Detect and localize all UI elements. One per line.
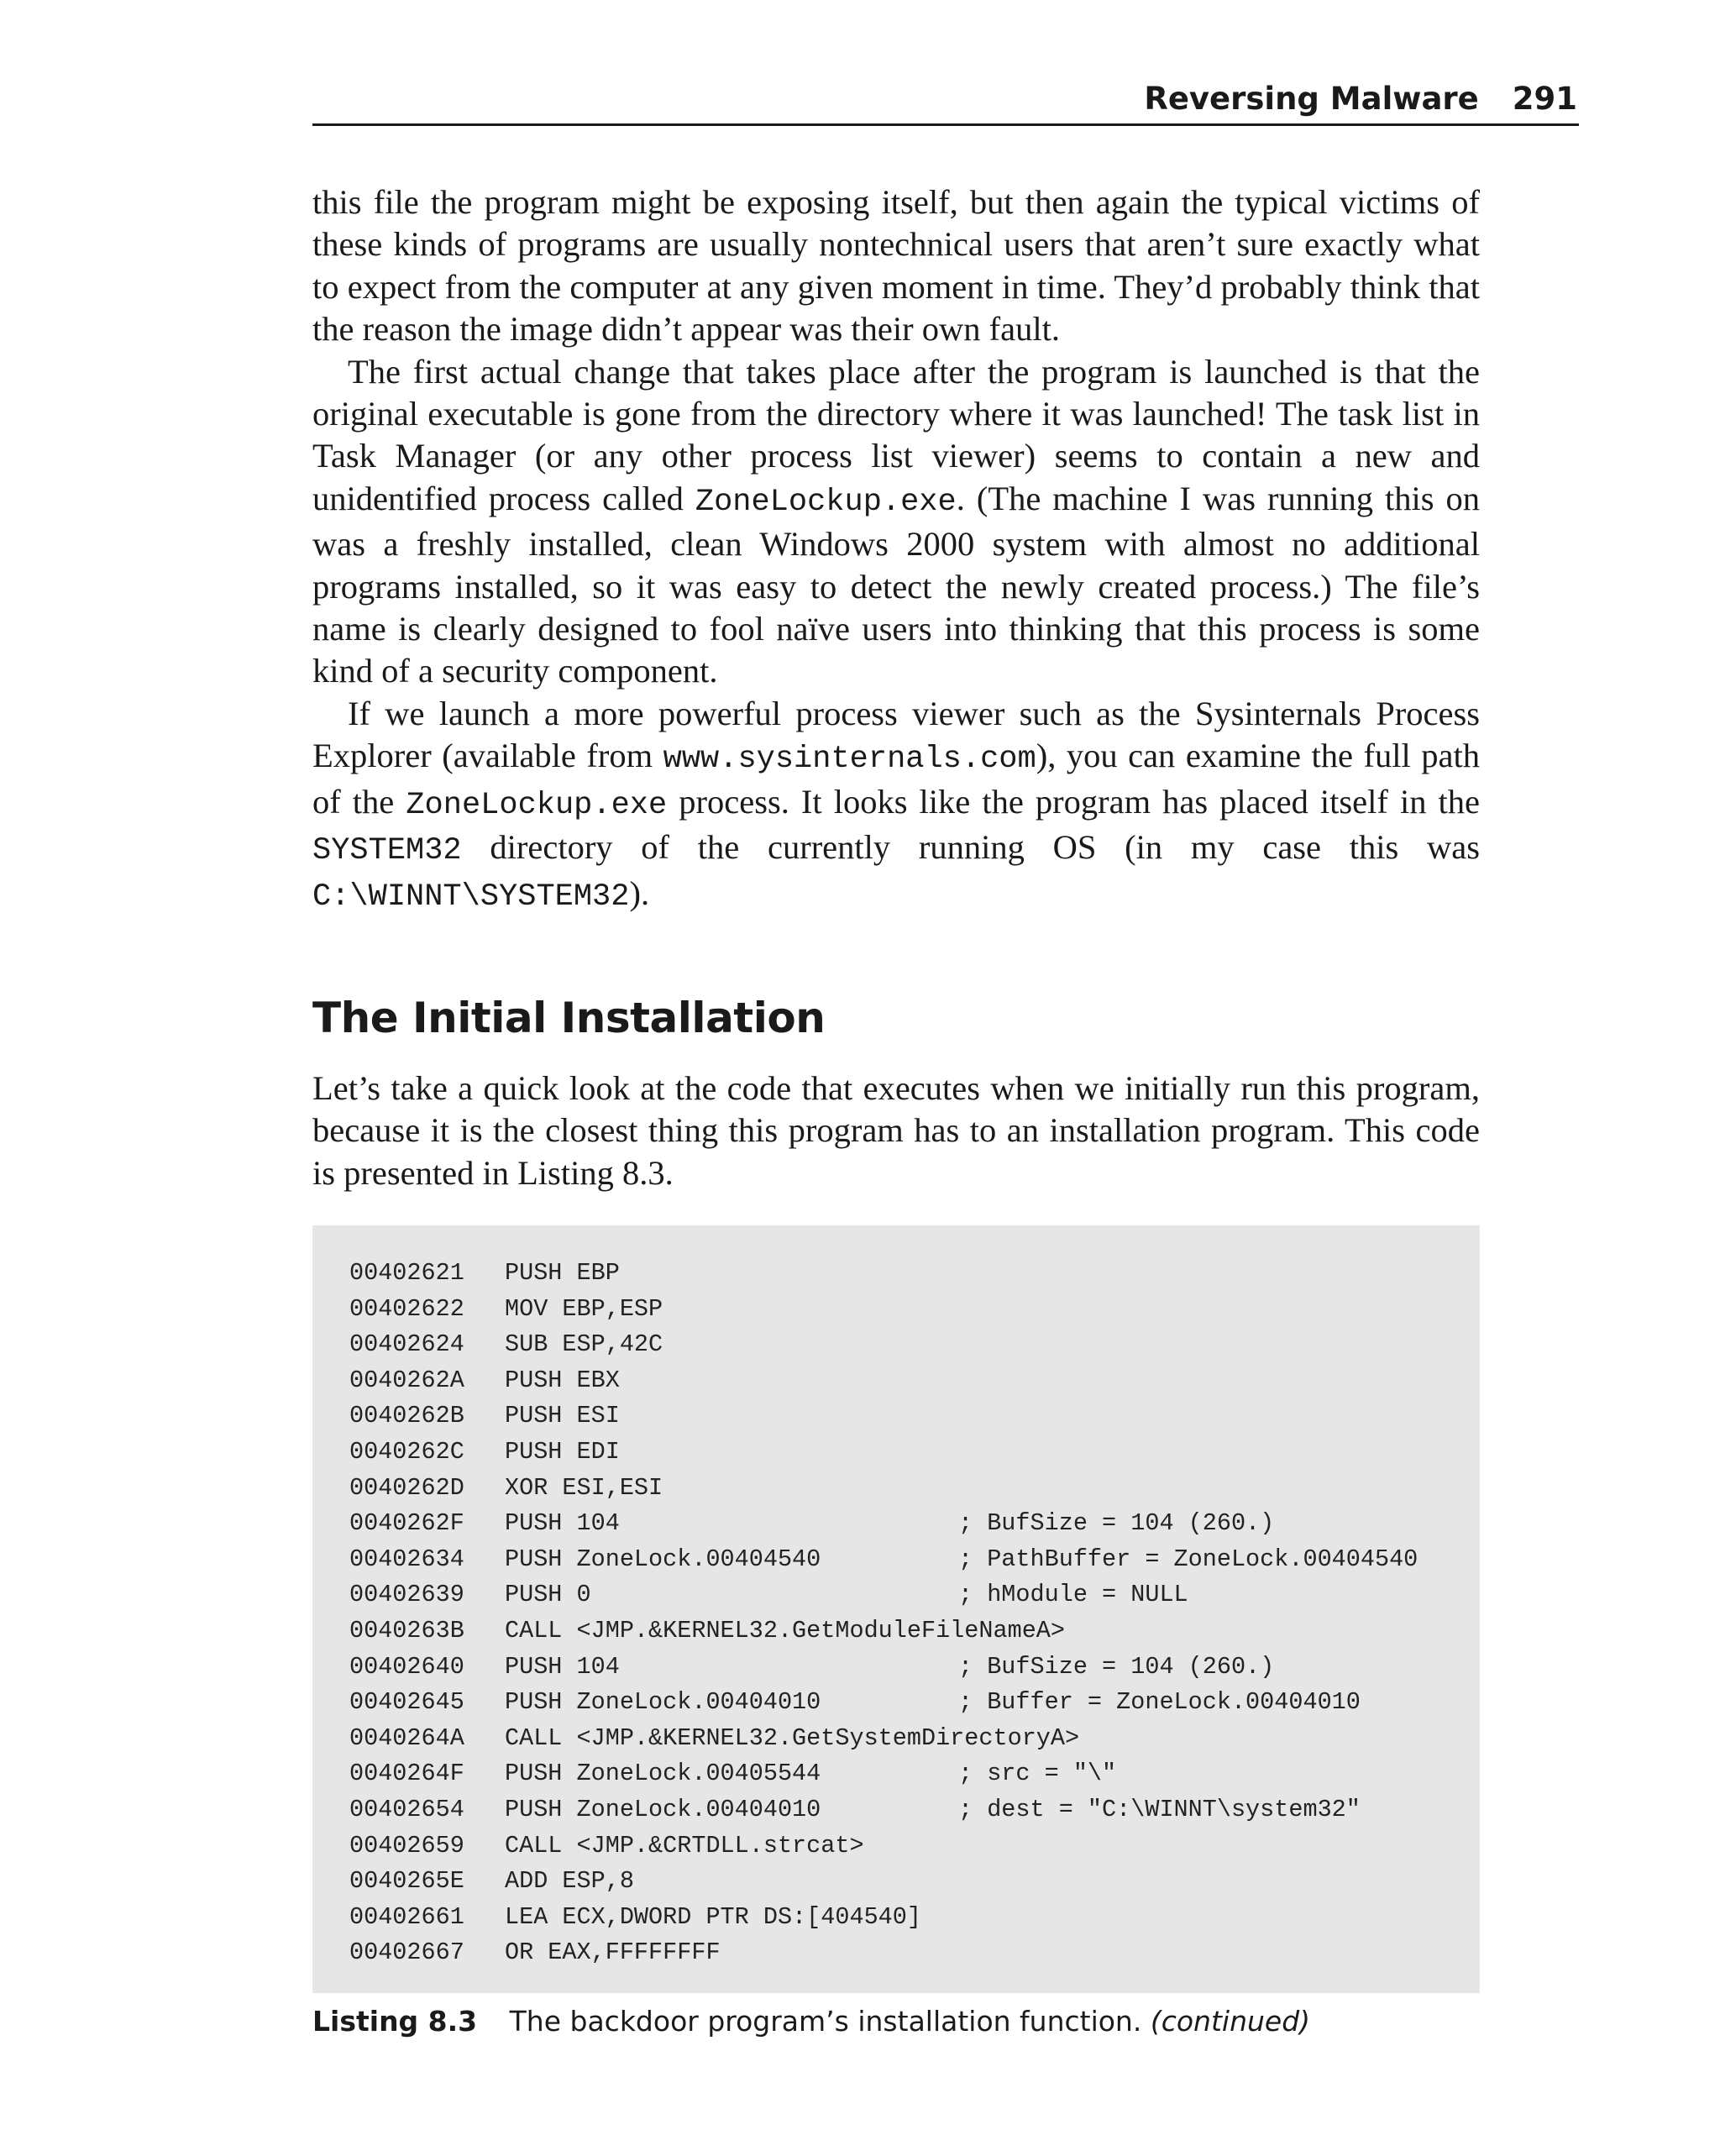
section-heading: The Initial Installation: [312, 994, 826, 1042]
inline-code: C:\WINNT\SYSTEM32: [312, 879, 630, 915]
code-instruction: PUSH 0: [505, 1581, 591, 1609]
code-instruction: MOV EBP,ESP: [505, 1294, 663, 1323]
code-comment: ; dest = "C:\WINNT\system32": [958, 1795, 1361, 1823]
code-instruction: PUSH 104: [505, 1652, 620, 1681]
code-instruction: CALL <JMP.&KERNEL32.GetSystemDirectoryA>: [505, 1723, 1080, 1752]
code-instruction: PUSH EBP: [505, 1259, 620, 1287]
text-run: . (The machine I was running this on was a freshly installed, clean Windows 2000 system with almost no additional programs installed, so it was easy to detect the newly created process.) The file’s name is clearly designed to fool naïve users into thinking that this process is some kind of a security component.: [312, 479, 1480, 690]
code-line: [349, 1435, 1418, 1471]
paragraph: [312, 693, 1480, 918]
code-comment: ; BufSize = 104 (260.): [958, 1509, 1275, 1538]
code-listing: [312, 1225, 1480, 1993]
caption-text: The backdoor program’s installation function.: [509, 2005, 1142, 2038]
code-address: 0040262F: [349, 1509, 464, 1538]
text-run: process. It looks like the program has placed itself in the: [667, 782, 1481, 821]
caption-continued: (continued): [1150, 2005, 1311, 2038]
text-run: ).: [629, 873, 650, 912]
code-line: [349, 1327, 1418, 1363]
text-run: ), you can examine the full path of the: [312, 737, 1480, 821]
code-line: [349, 1756, 1418, 1792]
code-address: 00402654: [349, 1795, 464, 1823]
code-address: 00402621: [349, 1259, 464, 1287]
code-address: 0040264A: [349, 1723, 464, 1752]
code-line: [349, 1577, 1418, 1613]
code-line: [349, 1506, 1418, 1542]
code-line: [349, 1292, 1418, 1328]
code-address: 00402634: [349, 1545, 464, 1573]
paragraph: [312, 351, 1480, 693]
text-run: this file the program might be exposing itself, but then again the typical victims of these kinds of programs are usually nontechnical users that aren’t sure exactly what to expect from the computer at any given moment in time. They’d probably think that the reason the image didn’t appear was their own fault.: [312, 183, 1480, 349]
code-instruction: LEA ECX,DWORD PTR DS:[404540]: [505, 1902, 921, 1931]
code-instruction: ADD ESP,8: [505, 1867, 634, 1896]
text-run: The first actual change that takes place after the program is launched is that the original executable is gone from the directory where it was launched! The task list in Task Manager (or any other process list viewer) seems to contain a new and unidentified process called: [312, 352, 1480, 517]
inline-code: ZoneLockup.exe: [695, 484, 957, 520]
page-number: 291: [1512, 81, 1577, 117]
code-address: 00402639: [349, 1581, 464, 1609]
text-run: directory of the currently running OS (in my case this was: [461, 828, 1480, 867]
code-line: [349, 1685, 1418, 1721]
code-address: 0040262A: [349, 1366, 464, 1394]
code-comment: ; BufSize = 104 (260.): [958, 1652, 1275, 1681]
code-line: [349, 1398, 1418, 1435]
body-text-bottom: [312, 1068, 1480, 1194]
code-line: [349, 1542, 1418, 1578]
code-address: 0040263B: [349, 1616, 464, 1645]
code-line: [349, 1900, 1418, 1936]
code-instruction: PUSH EBX: [505, 1366, 620, 1394]
code-instruction: SUB ESP,42C: [505, 1330, 663, 1359]
code-instruction: PUSH 104: [505, 1509, 620, 1538]
text-run: If we launch a more powerful process viewer such as the Sysinternals Process Explorer (available from: [312, 694, 1480, 775]
code-line: [349, 1650, 1418, 1686]
code-line: [349, 1864, 1418, 1900]
code-instruction: XOR ESI,ESI: [505, 1473, 663, 1502]
code-comment: ; PathBuffer = ZoneLock.00404540: [958, 1545, 1418, 1573]
listing-caption: [312, 2003, 1310, 2040]
code-instruction: CALL <JMP.&CRTDLL.strcat>: [505, 1831, 864, 1860]
inline-code: www.sysinternals.com: [663, 742, 1036, 778]
code-line: [349, 1721, 1418, 1757]
code-address: 0040262D: [349, 1473, 464, 1502]
code-line: [349, 1613, 1418, 1650]
code-instruction: OR EAX,FFFFFFFF: [505, 1938, 721, 1967]
code-instruction: PUSH ZoneLock.00404540: [505, 1545, 821, 1573]
code-line: [349, 1363, 1418, 1399]
page-header: [312, 81, 1579, 126]
inline-code: ZoneLockup.exe: [406, 787, 668, 823]
code-instruction: PUSH ZoneLock.00404010: [505, 1795, 821, 1823]
code-comment: ; Buffer = ZoneLock.00404010: [958, 1688, 1361, 1717]
code-address: 0040262B: [349, 1402, 464, 1430]
code-address: 00402640: [349, 1652, 464, 1681]
code-line: [349, 1792, 1418, 1828]
code-line: [349, 1471, 1418, 1507]
code-address: 0040262C: [349, 1437, 464, 1466]
code-address: 00402622: [349, 1294, 464, 1323]
code-address: 0040264F: [349, 1760, 464, 1788]
code-line: [349, 1256, 1418, 1292]
code-address: 00402667: [349, 1938, 464, 1967]
inline-code: SYSTEM32: [312, 833, 462, 869]
caption-label: Listing 8.3: [312, 2005, 478, 2038]
paragraph: [312, 1068, 1480, 1194]
running-title: Reversing Malware: [1144, 81, 1479, 117]
code-instruction: PUSH ZoneLock.00404010: [505, 1688, 821, 1717]
code-address: 00402624: [349, 1330, 464, 1359]
code-line: [349, 1935, 1418, 1971]
code-address: 00402661: [349, 1902, 464, 1931]
text-run: Let’s take a quick look at the code that executes when we initially run this program, because it is the closest thing this program has to an installation program. This code is presented in Listing 8.3.: [312, 1069, 1480, 1192]
code-lines: [349, 1256, 1418, 1971]
code-comment: ; src = "\": [958, 1760, 1117, 1788]
code-line: [349, 1828, 1418, 1865]
code-instruction: PUSH ZoneLock.00405544: [505, 1760, 821, 1788]
code-address: 0040265E: [349, 1867, 464, 1896]
paragraph: [312, 181, 1480, 351]
code-instruction: PUSH ESI: [505, 1402, 620, 1430]
code-instruction: PUSH EDI: [505, 1437, 620, 1466]
body-text-top: [312, 181, 1480, 918]
code-address: 00402659: [349, 1831, 464, 1860]
code-instruction: CALL <JMP.&KERNEL32.GetModuleFileNameA>: [505, 1616, 1066, 1645]
code-comment: ; hModule = NULL: [958, 1581, 1188, 1609]
code-address: 00402645: [349, 1688, 464, 1717]
